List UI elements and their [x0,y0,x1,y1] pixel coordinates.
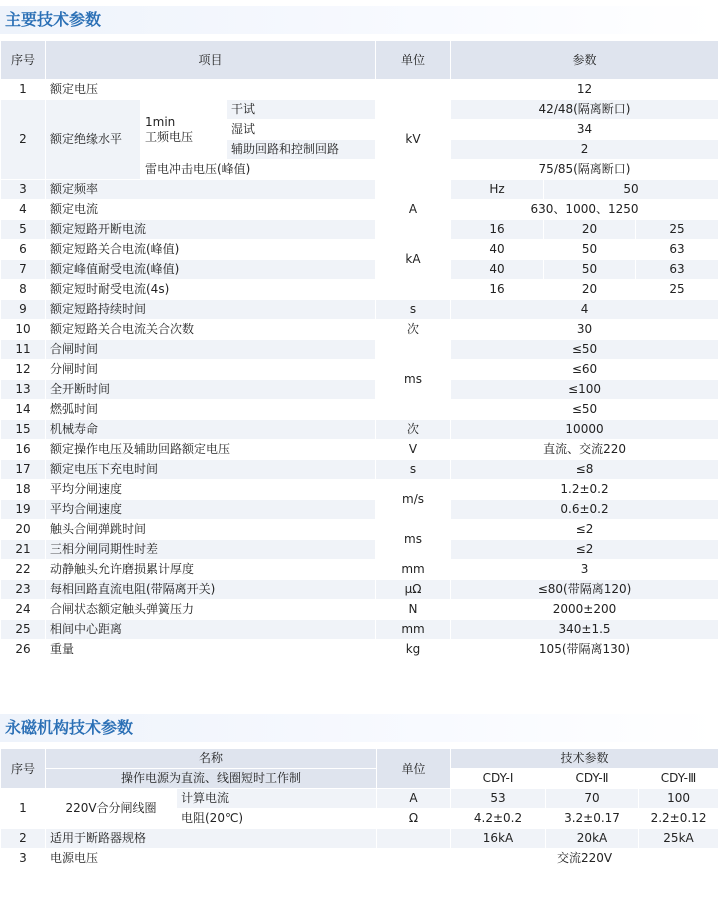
row-value: 340±1.5 [451,620,718,640]
row-value: ≤50 [451,400,718,420]
table-row [1,420,718,440]
row-seq: 15 [1,420,46,440]
row-item: 额定短路持续时间 [46,300,376,320]
row-value: ≤2 [451,520,718,540]
row-unit: kA [376,220,451,300]
row-seq: 6 [1,240,46,260]
row-value-3: 63 [636,240,718,260]
row-seq: 14 [1,400,46,420]
table-row [1,620,718,640]
table-row [1,300,718,320]
row-value-1: 16 [451,280,544,300]
header-seq: 序号 [1,749,46,789]
row-seq: 16 [1,440,46,460]
header-unit: 单位 [377,749,451,789]
row-seq: 13 [1,380,46,400]
row-unit: Hz [451,180,544,200]
row-item: 平均分闸速度 [46,480,376,500]
row-value: 10000 [451,420,718,440]
row-item: 触头合闸弹跳时间 [46,520,376,540]
row-item: 机械寿命 [46,420,376,440]
table-row [1,80,718,100]
row-seq: 19 [1,500,46,520]
table-header-row [1,749,718,769]
row-seq: 17 [1,460,46,480]
header-seq: 序号 [1,41,46,80]
section-title-main-params: 主要技术参数 [0,6,718,34]
header-param: 参数 [451,41,718,80]
row-seq: 24 [1,600,46,620]
table-row [1,400,718,420]
table-row [1,829,718,849]
row-value-1: 53 [451,789,546,809]
row-value: 直流、交流220 [451,440,718,460]
row-seq: 1 [1,80,46,100]
row-value: 30 [451,320,718,340]
power-freq-label-line2: 工频电压 [145,129,194,144]
sub-item-label: 湿试 [227,120,376,140]
row-unit: s [376,300,451,320]
row-value: ≤2 [451,540,718,560]
table-row [1,260,718,280]
sub-item-label: 干试 [227,100,376,120]
table-row [1,360,718,380]
row-value: 1.2±0.2 [451,480,718,500]
row-value: 2000±200 [451,600,718,620]
row-seq: 1 [1,789,46,829]
row-item: 相间中心距离 [46,620,376,640]
row-unit: mm [376,560,451,580]
row-item: 合闸时间 [46,340,376,360]
row-value: 630、1000、1250 [451,200,718,220]
row-seq: 21 [1,540,46,560]
header-model-2: CDY-Ⅱ [546,769,639,789]
row-seq: 25 [1,620,46,640]
table-row [1,380,718,400]
table-row [1,460,718,480]
header-name: 名称 [46,749,377,769]
row-value: ≤80(带隔离120) [451,580,718,600]
row-value-1: 4.2±0.2 [451,809,546,829]
row-seq: 3 [1,180,46,200]
power-freq-label-line1: 1min [145,114,176,129]
row-unit: mm [376,620,451,640]
row-value-3: 100 [639,789,718,809]
row-unit: N [376,600,451,620]
table-row [1,540,718,560]
row-seq: 22 [1,560,46,580]
table-row [1,200,718,220]
row-unit [377,829,451,849]
sub-item-value: 34 [451,120,718,140]
section-title-magnet-params: 永磁机构技术参数 [0,714,718,742]
row-value-2: 3.2±0.17 [546,809,639,829]
row-seq: 9 [1,300,46,320]
row-value-2: 50 [544,260,636,280]
row-item: 燃弧时间 [46,400,376,420]
row-seq: 2 [1,829,46,849]
row-value: ≤8 [451,460,718,480]
row-value-3: 63 [636,260,718,280]
row-item: 额定操作电压及辅助回路额定电压 [46,440,376,460]
row-item: 重量 [46,640,376,660]
row-unit: ms [376,520,451,560]
row-value-3: 25 [636,220,718,240]
row-value-2: 50 [544,240,636,260]
row-item: 额定电压 [46,80,376,100]
row-unit: kV [376,80,451,200]
table-row [1,240,718,260]
row-seq: 11 [1,340,46,360]
row-seq: 8 [1,280,46,300]
row-seq: 18 [1,480,46,500]
table-row [1,560,718,580]
row-value: 105(带隔离130) [451,640,718,660]
impulse-value: 75/85(隔离断口) [451,160,718,180]
row-item: 额定峰值耐受电流(峰值) [46,260,376,280]
row-unit: Ω [377,809,451,829]
row-value-3: 25 [636,280,718,300]
row-item: 额定短路关合电流(峰值) [46,240,376,260]
header-name-sub: 操作电源为直流、线圈短时工作制 [46,769,377,789]
table-header-row [1,41,718,80]
row-item: 220V合分闸线圈 [46,789,177,829]
table-row [1,640,718,660]
sub-item-label: 计算电流 [177,789,377,809]
row-item: 额定短路开断电流 [46,220,376,240]
row-seq: 3 [1,849,46,869]
header-model-1: CDY-Ⅰ [451,769,546,789]
table-row [1,180,718,200]
row-value-2: 20 [544,280,636,300]
row-item: 三相分闸同期性时差 [46,540,376,560]
row-value-2: 20 [544,220,636,240]
main-params-table [0,40,718,660]
table-row [1,340,718,360]
row-unit: μΩ [376,580,451,600]
row-item: 额定频率 [46,180,376,200]
row-item: 额定电压下充电时间 [46,460,376,480]
table-header-row [1,769,718,789]
row-item: 额定绝缘水平 [46,100,141,180]
row-item: 平均合闸速度 [46,500,376,520]
row-value-2: 70 [546,789,639,809]
row-seq: 2 [1,100,46,180]
row-seq: 12 [1,360,46,380]
impulse-label: 雷电冲击电压(峰值) [141,160,376,180]
row-item: 适用于断路器规格 [46,829,377,849]
row-item: 合闸状态额定触头弹簧压力 [46,600,376,620]
sub-item-label: 电阻(20℃) [177,809,377,829]
row-unit: A [377,789,451,809]
header-unit: 单位 [376,41,451,80]
row-value-1: 40 [451,260,544,280]
row-item: 额定短路关合电流关合次数 [46,320,376,340]
table-row [1,440,718,460]
sub-item-label: 辅助回路和控制回路 [227,140,376,160]
row-value: ≤60 [451,360,718,380]
row-value: 50 [544,180,718,200]
row-unit: A [376,200,451,220]
row-value-1: 16kA [451,829,546,849]
row-seq: 20 [1,520,46,540]
table-row [1,580,718,600]
row-seq: 5 [1,220,46,240]
table-row [1,320,718,340]
table-row [1,280,718,300]
row-unit: kg [376,640,451,660]
row-unit [377,849,451,869]
table-row [1,789,718,809]
row-value-1: 40 [451,240,544,260]
row-value-3: 25kA [639,829,718,849]
row-value: 4 [451,300,718,320]
row-unit: m/s [376,480,451,520]
table-row [1,849,718,869]
table-row [1,480,718,500]
sub-item-value: 42/48(隔离断口) [451,100,718,120]
table-row [1,600,718,620]
row-unit: ms [376,340,451,420]
row-item: 每相回路直流电阻(带隔离开关) [46,580,376,600]
row-value: 12 [451,80,718,100]
row-value: ≤50 [451,340,718,360]
row-seq: 7 [1,260,46,280]
sub-item-value: 2 [451,140,718,160]
row-value: ≤100 [451,380,718,400]
row-item: 额定短时耐受电流(4s) [46,280,376,300]
row-item: 电源电压 [46,849,377,869]
row-item: 全开断时间 [46,380,376,400]
row-seq: 4 [1,200,46,220]
header-model-3: CDY-Ⅲ [639,769,718,789]
header-item: 项目 [46,41,376,80]
row-unit: 次 [376,320,451,340]
row-value-3: 2.2±0.12 [639,809,718,829]
row-seq: 10 [1,320,46,340]
row-unit: V [376,440,451,460]
table-row [1,220,718,240]
table-row [1,520,718,540]
magnet-params-table [0,748,718,869]
row-unit: s [376,460,451,480]
row-seq: 26 [1,640,46,660]
row-item: 分闸时间 [46,360,376,380]
row-item: 动静触头允许磨损累计厚度 [46,560,376,580]
row-unit: 次 [376,420,451,440]
table-row [1,100,718,120]
row-value: 0.6±0.2 [451,500,718,520]
row-value: 交流220V [451,849,718,869]
row-item: 额定电流 [46,200,376,220]
table-row [1,500,718,520]
row-value-2: 20kA [546,829,639,849]
row-seq: 23 [1,580,46,600]
row-value-1: 16 [451,220,544,240]
row-value: 3 [451,560,718,580]
power-freq-label [141,100,227,160]
header-param: 技术参数 [451,749,718,769]
